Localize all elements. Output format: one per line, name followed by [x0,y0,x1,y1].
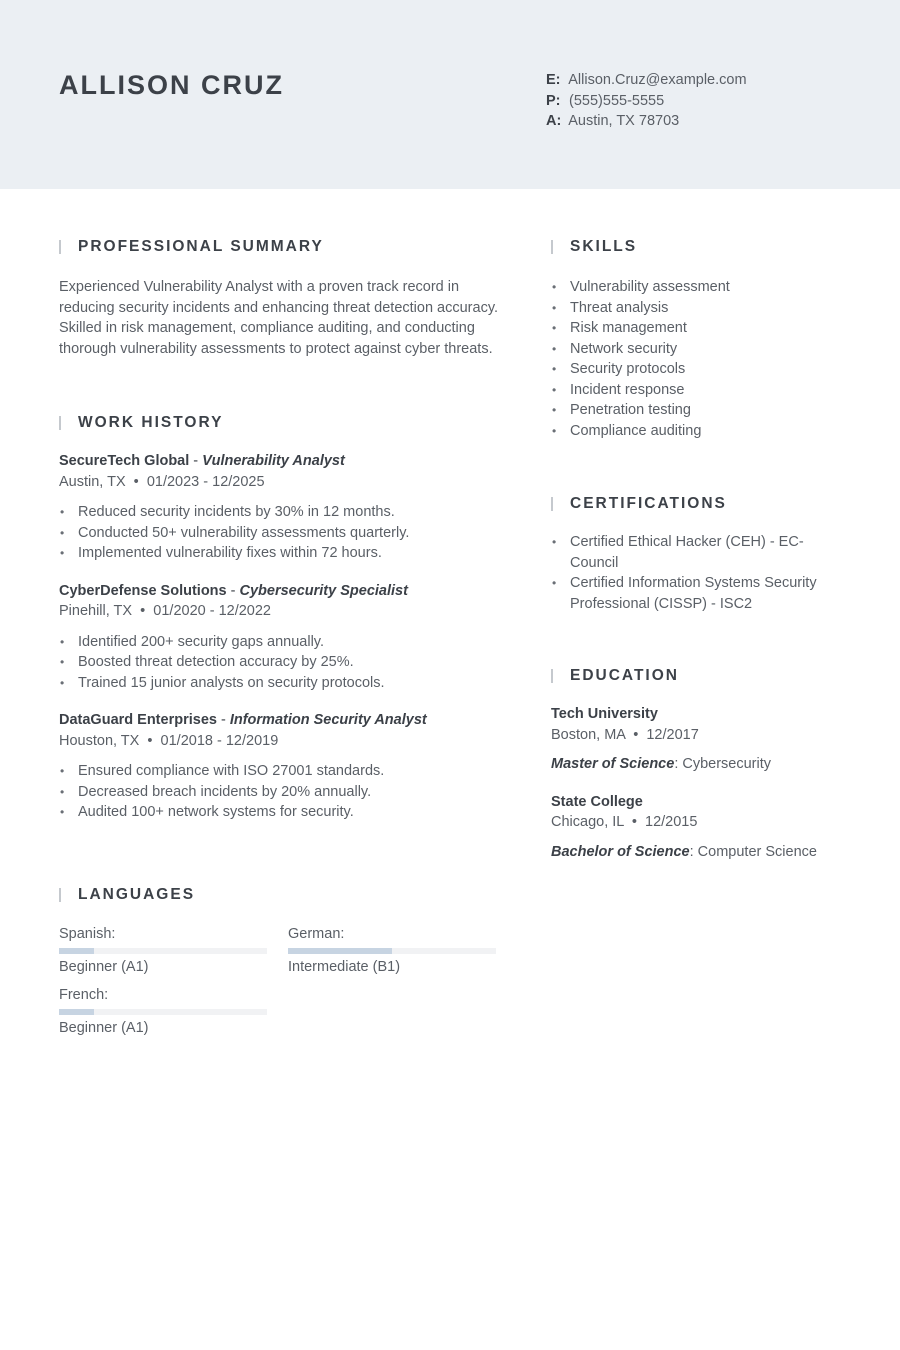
contact-address-value: Austin, TX 78703 [568,113,680,129]
list-item: • Ensured compliance with ISO 27001 standards. [59,761,499,782]
language-proficiency-fill [59,948,94,954]
job-separator: - [216,712,230,729]
skill-item: • Vulnerability assessment [551,277,851,298]
language-level: Intermediate (B1) [288,958,401,975]
skill-item: • Threat analysis [551,298,851,319]
job-role: Cybersecurity Specialist [239,582,408,599]
job-dates: 01/2020 - 12/2022 [153,603,271,620]
education-location: Boston, MA [551,726,626,743]
job-role: Information Security Analyst [229,712,427,729]
certification-item: • Certified Information Systems Security Professional (CISSP) - ISC2 [551,573,821,614]
language-proficiency-bar [59,948,267,954]
left-column [59,236,499,1064]
job-meta [59,601,499,622]
education-degree [551,842,851,863]
job-heading [59,451,499,472]
meta-dot: • [627,814,641,830]
job-location: Austin, TX [59,473,126,490]
contact-email [546,70,747,91]
language-item [59,924,267,977]
contact-info [546,70,747,132]
language-item [59,985,267,1038]
job-entry [59,451,499,564]
job-role: Vulnerability Analyst [202,453,345,470]
list-item: • Boosted threat detection accuracy by 25%. [59,652,499,673]
education-field: : Cybersecurity [674,756,772,772]
job-dates: 01/2018 - 12/2019 [160,732,279,749]
list-item: • Reduced security incidents by 30% in 12 months. [59,502,499,523]
education-field: : Computer Science [689,843,817,860]
certifications-section [551,493,851,614]
education-date: 12/2017 [646,726,699,743]
list-item: • Conducted 50+ vulnerability assessments quarterly. [59,523,499,544]
education-meta [551,725,851,746]
skill-item: • Compliance auditing [551,421,851,442]
contact-address [546,111,747,132]
languages-section [59,884,499,1064]
languages-grid [59,924,499,1064]
job-bullets [59,502,499,564]
contact-email-value: Allison.Cruz@example.com [568,72,747,88]
skill-item: • Incident response [551,380,851,401]
language-proficiency-bar [288,948,496,954]
meta-dot: • [129,473,143,490]
language-item [288,924,496,977]
section-title: LANGUAGES [59,884,499,906]
language-proficiency-bar [59,1009,267,1015]
job-heading [59,710,499,731]
list-item: • Audited 100+ network systems for security. [59,802,499,823]
meta-dot: • [629,726,643,743]
contact-address-label: A: [546,113,562,129]
certifications-list [551,532,821,614]
job-separator: - [226,582,240,599]
contact-phone-value: (555)555-5555 [569,92,665,109]
professional-summary-section [59,236,499,359]
job-bullets [59,761,499,823]
contact-phone [546,91,747,112]
job-company: CyberDefense Solutions [59,582,227,599]
list-item: • Trained 15 junior analysts on security protocols. [59,673,499,694]
education-date: 12/2015 [645,814,698,830]
language-name: Spanish: [59,925,116,942]
education-meta [551,812,851,833]
resume-header [0,0,900,189]
language-level: Beginner (A1) [59,958,149,975]
certification-item: • Certified Ethical Hacker (CEH) - EC-Council [551,532,821,573]
job-location: Pinehill, TX [59,603,133,620]
education-entry [551,704,851,775]
section-title: PROFESSIONAL SUMMARY [59,236,499,258]
right-column [551,236,851,862]
job-entry [59,710,499,823]
job-heading [59,581,499,602]
summary-text: Experienced Vulnerability Analyst with a proven track record in reducing security incidents and enhancing threat detection accuracy. Skilled in risk management, compliance auditing, and conducting thorough vulnerability assessments to protect against cyber threats. [59,279,499,357]
job-bullets [59,632,499,694]
skill-item: • Network security [551,339,851,360]
job-meta [59,472,499,493]
job-company: SecureTech Global [59,453,190,470]
skill-item: • Penetration testing [551,400,851,421]
section-title: CERTIFICATIONS [551,493,851,515]
education-degree-type: Master of Science [551,756,675,772]
language-level: Beginner (A1) [59,1019,149,1036]
education-section [551,665,851,862]
meta-dot: • [143,732,157,749]
education-degree-type: Bachelor of Science [551,843,690,860]
language-proficiency-fill [288,948,392,954]
skills-section [551,236,851,441]
list-item: • Identified 200+ security gaps annually. [59,632,499,653]
meta-dot: • [136,603,150,620]
list-item: • Implemented vulnerability fixes within 72 hours. [59,543,499,564]
job-location: Houston, TX [59,732,140,749]
list-item: • Decreased breach incidents by 20% annually. [59,782,499,803]
section-title: SKILLS [551,236,851,258]
work-history-section [59,412,499,823]
skill-item: • Risk management [551,318,851,339]
education-location: Chicago, IL [551,814,624,830]
section-title: WORK HISTORY [59,412,499,434]
job-company: DataGuard Enterprises [59,712,217,729]
skills-list [551,277,851,441]
education-school: State College [551,793,643,810]
skill-item: • Security protocols [551,359,851,380]
job-meta [59,731,499,752]
language-name: German: [288,925,345,942]
language-proficiency-fill [59,1009,94,1015]
candidate-name: ALLISON CRUZ [59,70,284,100]
contact-email-label: E: [546,72,561,88]
job-separator: - [189,453,203,470]
job-entry [59,581,499,694]
education-degree [551,754,851,775]
contact-phone-label: P: [546,92,561,109]
job-dates: 01/2023 - 12/2025 [146,473,265,490]
language-name: French: [59,986,109,1003]
education-school: Tech University [551,706,658,722]
education-entry [551,792,851,863]
section-title: EDUCATION [551,665,851,687]
